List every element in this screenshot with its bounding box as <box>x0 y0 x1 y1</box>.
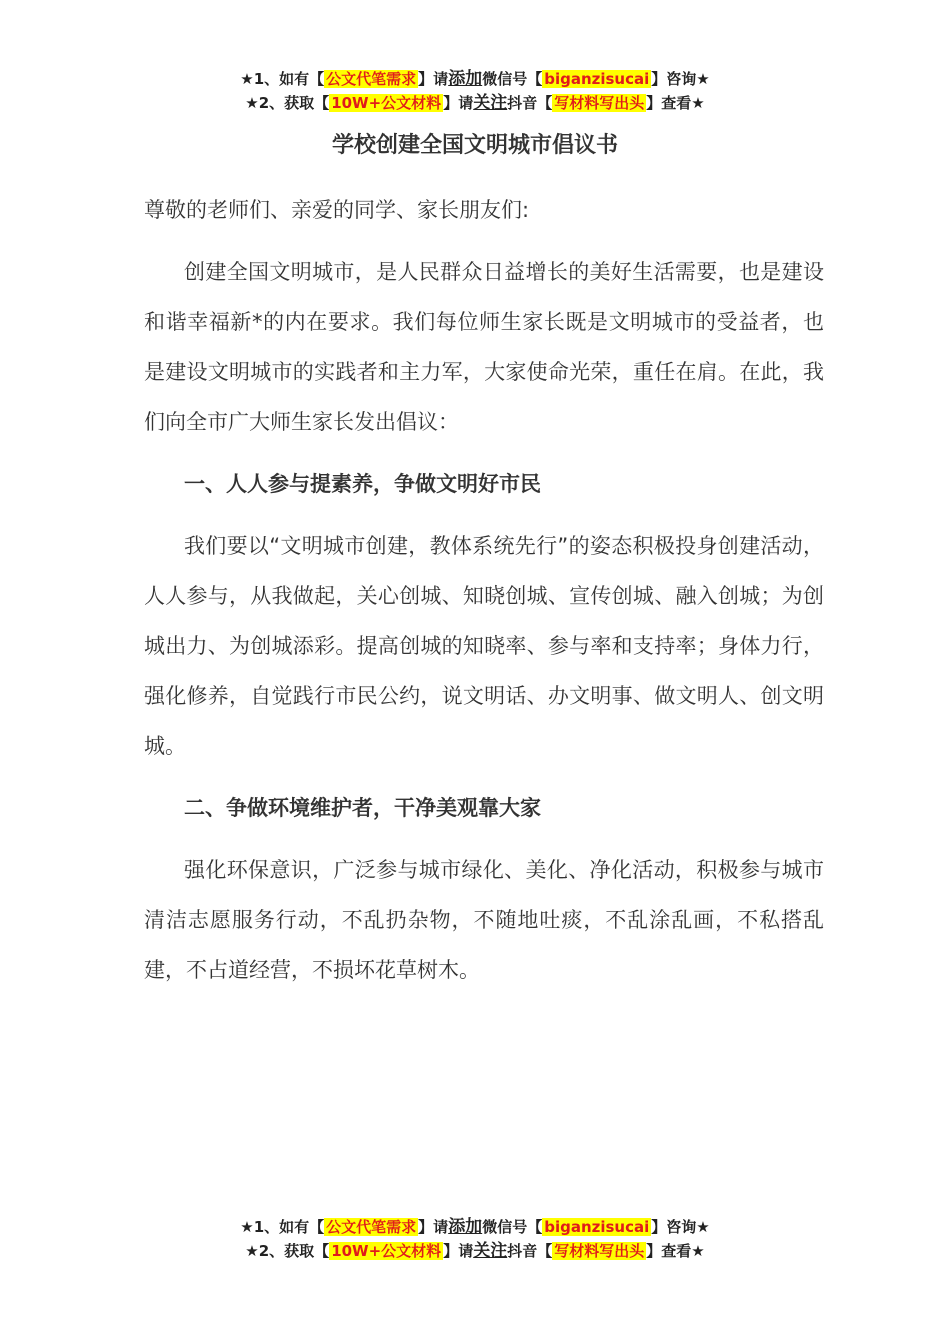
highlight-douyin-account: 写材料写出头 <box>554 1242 645 1260</box>
banner-text: 】查看★ <box>646 1242 705 1260</box>
banner-text: ★2、获取【 <box>245 94 330 112</box>
footer-banner <box>0 1215 950 1263</box>
emphasis-follow: 关注 <box>473 1241 508 1261</box>
document-title: 学校创建全国文明城市倡议书 <box>331 133 618 158</box>
banner-line-2 <box>0 91 950 115</box>
banner-text: 抖音【 <box>507 94 553 112</box>
banner-line-2 <box>0 1239 950 1263</box>
banner-text: ★1、如有【 <box>240 70 325 88</box>
banner-text: ★1、如有【 <box>240 1218 325 1236</box>
section-2-paragraph: 强化环保意识，广泛参与城市绿化、美化、净化活动，积极参与城市清洁志愿服务行动，不乱扔杂物，不随地吐痰，不乱涂乱画，不私搭乱建，不占道经营，不损坏花草树木。 <box>144 858 824 982</box>
highlight-wechat-id: biganzisucai <box>544 1218 650 1236</box>
document-body <box>144 185 824 1007</box>
highlight-ghostwriting: 公文代笔需求 <box>326 1218 417 1236</box>
banner-text: 】请 <box>418 70 449 88</box>
banner-text: 】查看★ <box>646 94 705 112</box>
banner-text: 微信号【 <box>482 1218 543 1236</box>
banner-text: ★2、获取【 <box>245 1242 330 1260</box>
emphasis-add: 添加 <box>448 69 483 89</box>
section-2-heading: 二、争做环境维护者，干净美观靠大家 <box>184 796 541 820</box>
header-banner <box>0 67 950 115</box>
banner-text: 】请 <box>443 1242 474 1260</box>
banner-text: 】咨询★ <box>651 70 710 88</box>
banner-line-1 <box>0 67 950 91</box>
highlight-materials: 10W+公文材料 <box>331 1242 442 1260</box>
section-1-paragraph: 我们要以“文明城市创建，教体系统先行”的姿态积极投身创建活动，人人参与，从我做起，关心创城、知晓创城、宣传创城、融入创城；为创城出力、为创城添彩。提高创城的知晓率、参与率和支持率；身体力行，强化修养，自觉践行市民公约，说文明话、办文明事、做文明人、创文明城。 <box>144 534 824 758</box>
section-1-heading: 一、人人参与提素养，争做文明好市民 <box>184 472 541 496</box>
highlight-ghostwriting: 公文代笔需求 <box>326 70 417 88</box>
intro-paragraph: 创建全国文明城市，是人民群众日益增长的美好生活需要，也是建设和谐幸福新*的内在要求。我们每位师生家长既是文明城市的受益者，也是建设文明城市的实践者和主力军，大家使命光荣，重任在肩。在此，我们向全市广大师生家长发出倡议： <box>144 260 824 434</box>
highlight-douyin-account: 写材料写出头 <box>554 94 645 112</box>
banner-line-1 <box>0 1215 950 1239</box>
emphasis-add: 添加 <box>448 1217 483 1237</box>
emphasis-follow: 关注 <box>473 93 508 113</box>
banner-text: 】咨询★ <box>651 1218 710 1236</box>
highlight-wechat-id: biganzisucai <box>544 70 650 88</box>
banner-text: 】请 <box>418 1218 449 1236</box>
banner-text: 微信号【 <box>482 70 543 88</box>
banner-text: 】请 <box>443 94 474 112</box>
highlight-materials: 10W+公文材料 <box>331 94 442 112</box>
banner-text: 抖音【 <box>507 1242 553 1260</box>
salutation: 尊敬的老师们、亲爱的同学、家长朋友们: <box>144 198 530 222</box>
